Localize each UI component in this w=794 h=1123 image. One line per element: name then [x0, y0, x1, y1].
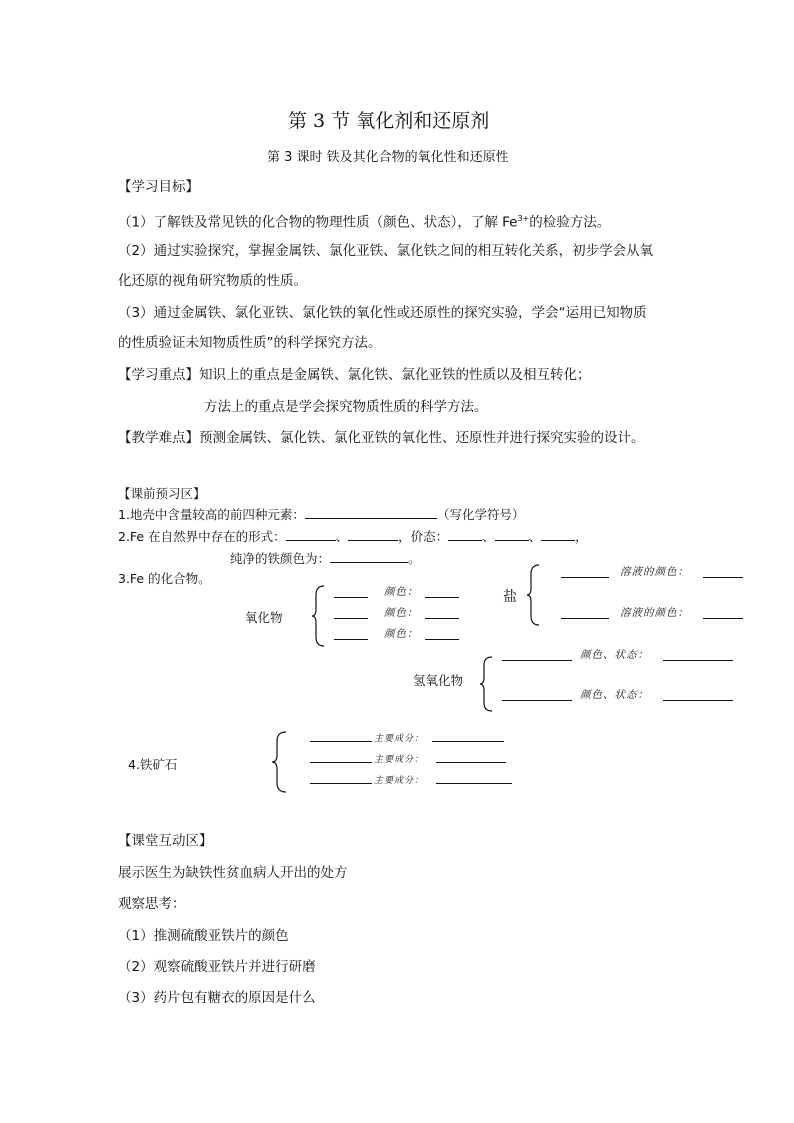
preview-q2: 2.Fe 在自然界中存在的形式： 、 ，价态： 、 、 ， — [118, 526, 588, 545]
salt-color-blank-1[interactable] — [703, 577, 743, 578]
oxide-formula-blank-2[interactable] — [334, 618, 368, 619]
objective-3-line1: （3）通过金属铁、氯化亚铁、氯化铁的氧化性或还原性的探究实验，学会“运用已知物质 — [118, 305, 647, 321]
ore-brace — [272, 731, 288, 793]
q1-blank[interactable] — [305, 504, 437, 519]
oxide-label: 氧化物 — [245, 610, 283, 625]
difficulty: 【教学难点】预测金属铁、氯化铁、氯化亚铁的氧化性、还原性并进行探究实验的设计。 — [118, 430, 645, 446]
hydroxide-brace — [480, 656, 494, 712]
q2-blank-2[interactable] — [348, 526, 398, 541]
classroom-item2: （2）观察硫酸亚铁片并进行研磨 — [118, 959, 316, 975]
objective-3-line2: 的性质验证未知物质性质”的科学探究方法。 — [118, 335, 382, 351]
salt-brace — [527, 564, 541, 626]
oxide-color-label-2: 颜色： — [384, 607, 419, 619]
ore-name-blank-1[interactable] — [310, 741, 372, 742]
preview-q3: 3.Fe 的化合物。 — [118, 571, 211, 586]
classroom-line1: 展示医生为缺铁性贫血病人开出的处方 — [118, 865, 348, 881]
preview-q1: 1.地壳中含量较高的前四种元素： （写化学符号） — [118, 504, 524, 523]
salt-formula-blank-1[interactable] — [561, 577, 609, 578]
classroom-item1: （1）推测硫酸亚铁片的颜色 — [118, 928, 289, 944]
objective-1: （1）了解铁及常见铁的化合物的物理性质（颜色、状态），了解 $Fe^{3+}$的检验方法。 — [118, 214, 611, 231]
hydroxide-label: 氢氧化物 — [413, 673, 464, 688]
ore-component-label-3: 主要成分： — [374, 776, 425, 786]
q2-valence-blank-1[interactable] — [448, 526, 482, 541]
hydroxide-formula-blank-2[interactable] — [502, 700, 572, 701]
ore-component-label-2: 主要成分： — [374, 755, 425, 765]
hydroxide-formula-blank-1[interactable] — [502, 660, 572, 661]
hydroxide-state-blank-2[interactable] — [663, 700, 733, 701]
ore-component-blank-2[interactable] — [436, 762, 506, 763]
iron-color-blank[interactable] — [330, 548, 408, 563]
salt-label: 盐 — [503, 589, 517, 605]
salt-color-blank-2[interactable] — [703, 618, 743, 619]
page-title: 第 3 节 氧化剂和还原剂 — [288, 110, 490, 132]
hydroxide-state-blank-1[interactable] — [663, 660, 733, 661]
oxide-brace — [312, 585, 326, 647]
q2-blank-1[interactable] — [286, 526, 336, 541]
oxide-color-label-1: 颜色： — [384, 586, 419, 598]
q2-valence-blank-2[interactable] — [495, 526, 529, 541]
oxide-color-blank-3[interactable] — [425, 639, 459, 640]
preview-q2-line2: 纯净的铁颜色为： 。 — [230, 548, 421, 567]
ore-component-blank-3[interactable] — [436, 783, 512, 784]
classroom-heading: 【课堂互动区】 — [118, 833, 213, 849]
key-points: 【学习重点】知识上的重点是金属铁、氯化铁、氯化亚铁的性质以及相互转化； — [118, 367, 591, 383]
salt-formula-blank-2[interactable] — [561, 618, 609, 619]
ore-component-blank-1[interactable] — [432, 741, 504, 742]
oxide-color-label-3: 颜色： — [384, 628, 419, 640]
oxide-color-blank-1[interactable] — [425, 597, 459, 598]
key-points-line2: 方法上的重点是学会探究物质性质的科学方法。 — [204, 399, 488, 415]
salt-solution-color-label-1: 溶液的颜色： — [620, 566, 689, 578]
oxide-formula-blank-1[interactable] — [334, 597, 368, 598]
salt-solution-color-label-2: 溶液的颜色： — [620, 607, 689, 619]
ore-name-blank-2[interactable] — [310, 762, 372, 763]
preview-heading: 【课前预习区】 — [118, 486, 206, 501]
hydroxide-color-state-label-2: 颜色、状态： — [580, 689, 649, 701]
q2-valence-blank-3[interactable] — [541, 526, 575, 541]
page-subtitle: 第 3 课时 铁及其化合物的氧化性和还原性 — [267, 150, 509, 165]
ore-component-label-1: 主要成分： — [374, 734, 425, 744]
objective-2-line1: （2）通过实验探究，掌握金属铁、氯化亚铁、氯化铁之间的相互转化关系，初步学会从氧 — [118, 243, 654, 259]
preview-q4: 4.铁矿石 — [128, 757, 178, 772]
classroom-item3: （3）药片包有糖衣的原因是什么 — [118, 990, 316, 1006]
objectives-heading: 【学习目标】 — [118, 179, 199, 195]
ore-name-blank-3[interactable] — [310, 783, 372, 784]
oxide-formula-blank-3[interactable] — [334, 639, 368, 640]
hydroxide-color-state-label-1: 颜色、状态： — [580, 649, 649, 661]
objective-2-line2: 化还原的视角研究物质的性质。 — [118, 273, 307, 289]
oxide-color-blank-2[interactable] — [425, 618, 459, 619]
classroom-line2: 观察思考： — [118, 896, 186, 912]
